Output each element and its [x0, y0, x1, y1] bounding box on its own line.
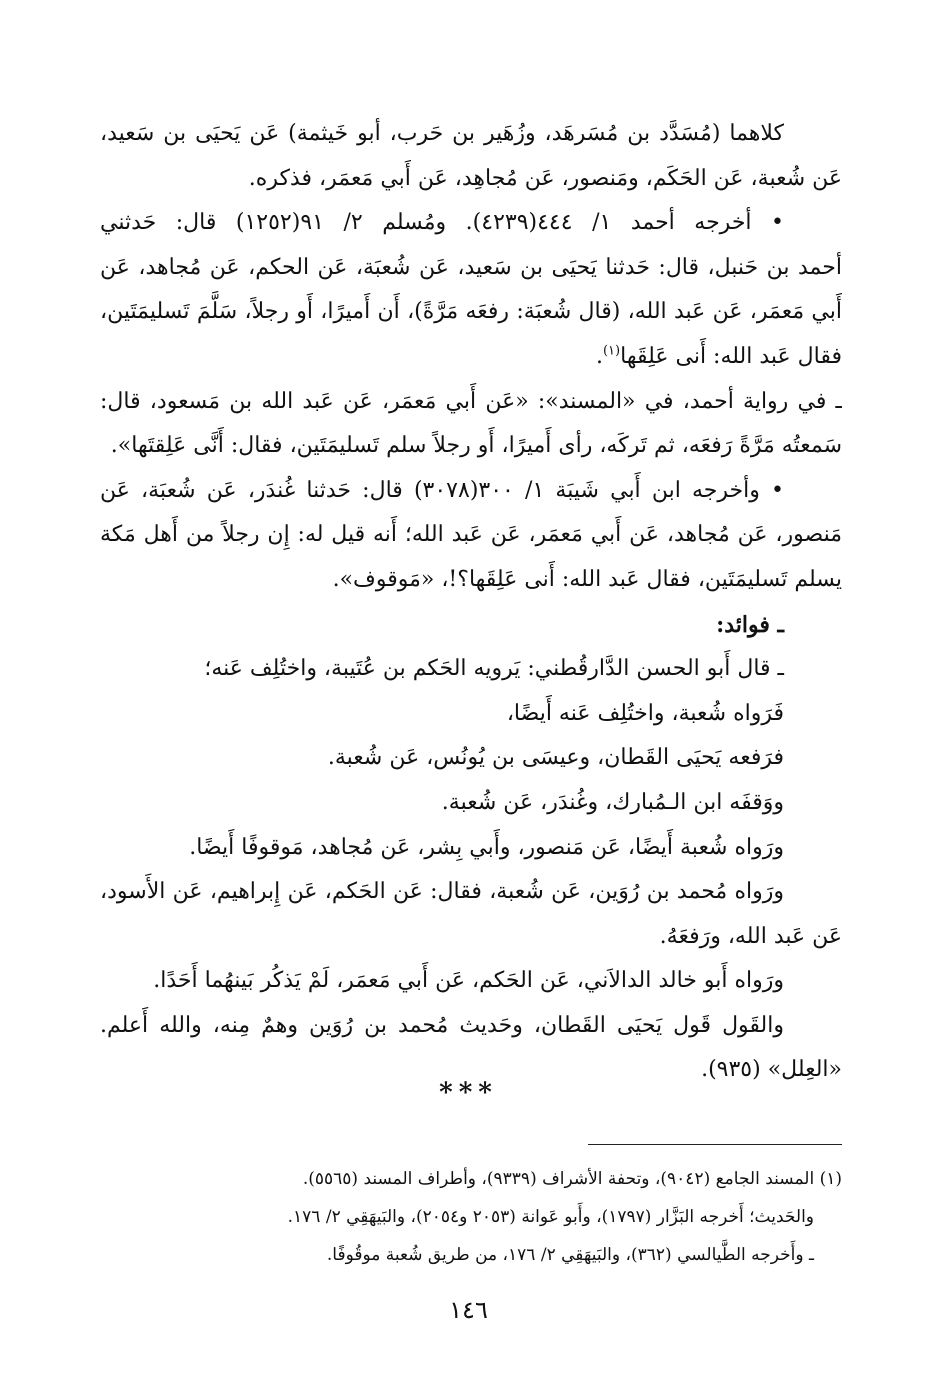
text-line: والقَول قَول يَحيَى القَطان، وحَديث مُحمد بن رُوَين وهمٌ مِنه، والله أَعلم. [100, 1012, 784, 1038]
text-line: ورَواه مُحمد بن رُوَين، عَن شُعبة، فقال: عَن الحَكم، عَن إِبراهيم، عَن الأَسود، [100, 879, 784, 905]
text-line: كلاهما (مُسَدَّد بن مُسَرهَد، وزُهَير بن حَرب، أبو خَيثمة) عَن يَحيَى بن سَعيد، [100, 121, 784, 146]
text-line-fragment: فقال عَبد الله: أَنى عَلِقَها [620, 343, 842, 369]
text-line: أحمد بن حَنبل، قال: حَدثنا يَحيَى بن سَعيد، عَن شُعبَة، عَن الحكم، عَن مُجاهد، عَن [100, 254, 842, 280]
text-line: عَن شُعبة، عَن الحَكَم، ومَنصور، عَن مُجاهِد، عَن أَبي مَعمَر، فذكره. [248, 165, 842, 191]
text-line: ـ في رواية أحمد، في «المسند»: «عَن أَبي مَعمَر، عَن عَبد الله بن مَسعود، قال: [100, 388, 842, 414]
text-line: سَمعتُه مَرَّةً رَفعَه، ثم تَركَه، رأى أَميرًا، أَو رجلاً سلم تَسليمَتَين، فقال: أَنَّى عَلِقتَها». [110, 433, 842, 459]
text-line: • أخرجه أحمد ١/ ٤٤٤(٤٢٣٩). ومُسلم ٢/ ٩١(١٢٥٢) قال: حَدثني [100, 210, 785, 236]
page-number: ١٤٦ [449, 1296, 488, 1324]
footnote-reference: (١) [602, 343, 621, 359]
text-line: عَن عَبد الله، ورَفعَهُ. [659, 923, 842, 949]
text-line: ورَواه أَبو خالد الدالاَني، عَن الحَكم، عَن أَبي مَعمَر، لَمْ يَذكُر بَينهُما أَحَدًا. [153, 968, 784, 994]
footnote-line: ـ وأَخرجه الطَّيالسي (٣٦٢)، والبَيهَقِي ٢/ ١٧٦، من طريق شُعبة موقُوفًا. [326, 1245, 814, 1265]
footnotes [100, 1160, 842, 1274]
footnote-line: (١) المسند الجامع (٩٠٤٢)، وتحفة الأشراف (٩٣٣٩)، وأطراف المسند (٥٥٦٥). [302, 1169, 842, 1189]
footnote-line: والحَديث؛ أَخرجه البَزَّار (١٧٩٧)، وأَبو عَوانة (٢٠٥٣ و٢٠٥٤)، والبَيهَقِي ٢/ ١٧٦. [287, 1207, 814, 1227]
text-line: ورَواه شُعبة أَيضًا، عَن مَنصور، وأَبي بِشر، عَن مُجاهد، مَوقوفًا أَيضًا. [189, 834, 784, 860]
text-line-with-footnote: فقال عَبد الله: أَنى عَلِقَها$^{(١)}$. [595, 343, 842, 369]
text-line: ـ قال أَبو الحسن الدَّارقُطني: يَرويه الحَكم بن عُتَيبة، واختُلِف عَنه؛ [204, 656, 784, 682]
text-line: فرَفعه يَحيَى القَطان، وعيسَى بن يُونُس، عَن شُعبة. [327, 745, 784, 771]
text-line: يسلم تَسليمَتَين، فقال عَبد الله: أَنى عَلِقَها؟!، «مَوقوف». [332, 566, 842, 592]
footnote-divider [588, 1144, 842, 1145]
text-line: • وأخرجه ابن أَبي شَيبَة ١/ ٣٠٠(٣٠٧٨) قال: حَدثنا غُندَر، عَن شُعبَة، عَن [100, 477, 784, 503]
main-text [100, 112, 842, 1093]
text-line: مَنصور، عَن مُجاهد، عَن أَبي مَعمَر، عَن عَبد الله؛ أَنه قيل له: إِن رجلاً من أَهل مَكة [100, 522, 842, 548]
section-separator: *** [439, 1078, 498, 1108]
section-heading: ـ فوائد: [716, 611, 784, 638]
text-line: ووَقفَه ابن الـمُبارك، وغُندَر، عَن شُعبة. [441, 789, 784, 815]
text-line: فَرَواه شُعبة، واختُلِف عَنه أَيضًا، [506, 700, 784, 726]
text-line: أَبي مَعمَر، عَن عَبد الله، (قال شُعبَة: رفعَه مَرَّةً)، أَن أَميرًا، أَو رجلاً، سَلَّمَ تَسليمَتَين، [100, 299, 842, 325]
text-line: «العِلل» (٩٣٥). [701, 1057, 842, 1083]
